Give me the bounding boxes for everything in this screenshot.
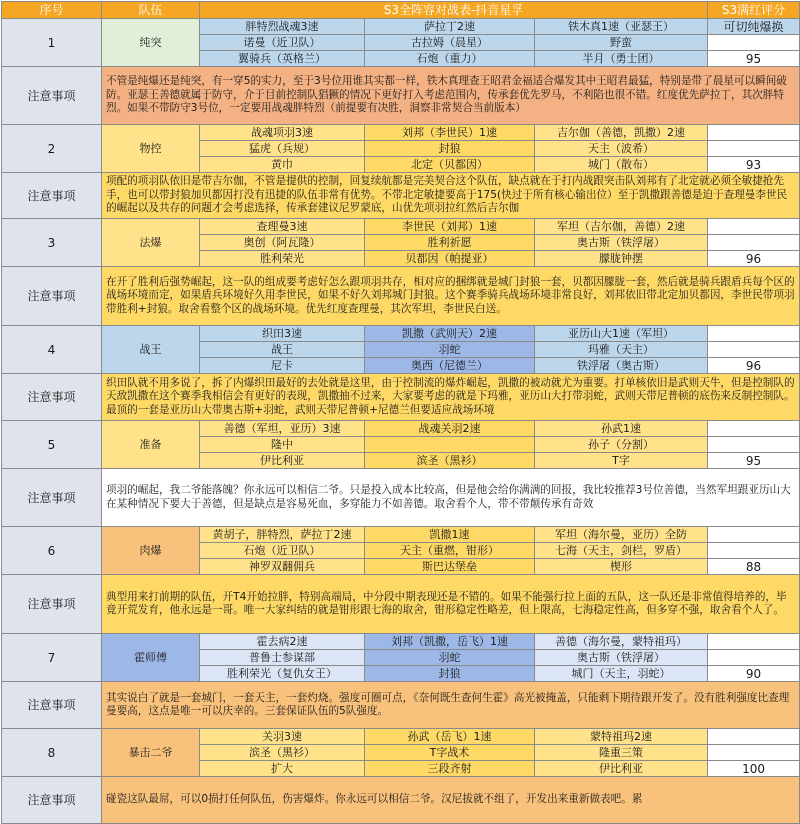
lineup-cell: 贝都因（帕提亚） bbox=[365, 251, 535, 267]
note-text: 其实说白了就是一套城门，一套天主，一套灼烧。强度可圈可点，《奈何既生查何生霍》高光被掩盖，只能剩下期待跟开发了。没有胜利强度比查理曼要高，这点是唯一可以庆幸的。三套保证队伍的5队强度。 bbox=[102, 682, 800, 729]
team-name: 肉爆 bbox=[102, 527, 200, 575]
note-label: 注意事项 bbox=[2, 173, 102, 219]
lineup-cell: 羽蛇 bbox=[365, 342, 535, 358]
lineup-cell: 铁浮屠（奥古斯） bbox=[535, 358, 708, 374]
note-text: 织田队就不用多说了，拆了内爆织田最好的去处就是这里，由于控制流的爆炸崛起，凯撒的被动就尤为重要。打单核依旧是武则天牛，但是控制队的天敌凯撒在这个赛季我相信会有更好的表现，凯撒抽不过来，大家要考虑的就是下玛雅，亚历山大打带羽蛇，武则天带尼普顿的底伤来反制控制队。最顶的一套是亚历山大带奥古斯+羽蛇，武则天带尼普顿+尼德兰但要适应战场环境 bbox=[102, 374, 800, 421]
lineup-cell: 扩大 bbox=[200, 761, 365, 777]
lineup-cell: 天主（波希） bbox=[535, 141, 708, 157]
lineup-cell: 胜利荣光 bbox=[200, 251, 365, 267]
team-name: 战王 bbox=[102, 326, 200, 374]
lineup-cell: 胜利荣光（复仇女王） bbox=[200, 666, 365, 682]
lineup-cell: 野蛮 bbox=[535, 35, 708, 51]
lineup-cell: 奥西（尼德兰） bbox=[365, 358, 535, 374]
score-cell: 93 bbox=[708, 157, 800, 173]
lineup-cell: 军坦（吉尔伽，善德）2速 bbox=[535, 219, 708, 235]
note-label: 注意事项 bbox=[2, 267, 102, 326]
lineup-cell: 天主（重燃，钳形） bbox=[365, 543, 535, 559]
lineup-table bbox=[1, 1, 800, 824]
lineup-cell: 孙子（分割） bbox=[535, 437, 708, 453]
score-cell: 96 bbox=[708, 358, 800, 374]
note-label: 注意事项 bbox=[2, 777, 102, 824]
lineup-cell: 城门（天主，羽蛇） bbox=[535, 666, 708, 682]
note-row bbox=[2, 173, 800, 219]
lineup-cell: 楔形 bbox=[535, 559, 708, 575]
team-name: 霍师傅 bbox=[102, 634, 200, 682]
score-cell bbox=[708, 437, 800, 453]
lineup-cell: 刘邦（凯撒，岳飞）1速 bbox=[365, 634, 535, 650]
lineup-cell: 猛虎（兵规） bbox=[200, 141, 365, 157]
note-text: 项羽的崛起，我二爷能落魄？你永远可以相信二爷。只是投入成本比较高，但是他会给你满满的回报，我比较推荐3号位善德，当然军坦跟亚历山大在某种情况下要大于善德，但是缺点是容易死血，多穿能力不如善德。取舍看个人，带不带颠传承有奇效 bbox=[102, 469, 800, 527]
lineup-cell: 玛雅（天主） bbox=[535, 342, 708, 358]
team-row bbox=[2, 219, 800, 235]
lineup-cell: 孙武（岳飞）1速 bbox=[365, 729, 535, 745]
team-name: 准备 bbox=[102, 421, 200, 469]
lineup-cell: 封狼 bbox=[365, 141, 535, 157]
lineup-cell: 凯撒（武则天）2速 bbox=[365, 326, 535, 342]
lineup-cell: 奥创（阿瓦隆） bbox=[200, 235, 365, 251]
lineup-cell: 战魂关羽2速 bbox=[365, 421, 535, 437]
lineup-cell: 奥古斯（铁浮屠） bbox=[535, 235, 708, 251]
note-row bbox=[2, 777, 800, 824]
score-cell bbox=[708, 634, 800, 650]
lineup-cell: 善德（海尔曼，蒙特祖玛） bbox=[535, 634, 708, 650]
lineup-cell: 七海（天主，剑栏，罗盾） bbox=[535, 543, 708, 559]
score-cell: 95 bbox=[708, 453, 800, 469]
score-cell bbox=[708, 342, 800, 358]
note-label: 注意事项 bbox=[2, 374, 102, 421]
lineup-cell: 霍去病2速 bbox=[200, 634, 365, 650]
lineup-cell: 城门（散布） bbox=[535, 157, 708, 173]
score-cell: 96 bbox=[708, 251, 800, 267]
team-row bbox=[2, 125, 800, 141]
lineup-cell: 凯撒1速 bbox=[365, 527, 535, 543]
team-row bbox=[2, 326, 800, 342]
team-name: 暴击二爷 bbox=[102, 729, 200, 777]
note-label: 注意事项 bbox=[2, 575, 102, 634]
team-index: 4 bbox=[2, 326, 102, 374]
score-cell: 95 bbox=[708, 51, 800, 67]
lineup-cell: 滨圣（黑衫） bbox=[365, 453, 535, 469]
team-index: 2 bbox=[2, 125, 102, 173]
lineup-cell: 翼骑兵（英格兰） bbox=[200, 51, 365, 67]
lineup-cell: 吉尔伽（善德，凯撒）2速 bbox=[535, 125, 708, 141]
team-index: 3 bbox=[2, 219, 102, 267]
team-index: 1 bbox=[2, 19, 102, 67]
team-index: 8 bbox=[2, 729, 102, 777]
header-title: S3全阵容对战表-抖音星孚 bbox=[200, 2, 708, 19]
note-row bbox=[2, 67, 800, 125]
lineup-cell: 黄巾 bbox=[200, 157, 365, 173]
note-label: 注意事项 bbox=[2, 469, 102, 527]
header-index: 序号 bbox=[2, 2, 102, 19]
lineup-cell: 亚历山大1速（军坦） bbox=[535, 326, 708, 342]
header-team: 队伍 bbox=[102, 2, 200, 19]
score-cell bbox=[708, 219, 800, 235]
lineup-cell: 羽蛇 bbox=[365, 650, 535, 666]
lineup-cell: 诺曼（近卫队） bbox=[200, 35, 365, 51]
score-cell bbox=[708, 745, 800, 761]
header-score: S3满红评分 bbox=[708, 2, 800, 19]
lineup-cell: 战魂项羽3速 bbox=[200, 125, 365, 141]
lineup-cell: 普鲁士参谋部 bbox=[200, 650, 365, 666]
lineup-cell: 萨拉丁2速 bbox=[365, 19, 535, 35]
team-row bbox=[2, 634, 800, 650]
lineup-cell: 三段齐射 bbox=[365, 761, 535, 777]
score-cell: 90 bbox=[708, 666, 800, 682]
lineup-cell: 织田3速 bbox=[200, 326, 365, 342]
score-cell: 可切纯爆换 bbox=[708, 19, 800, 35]
score-cell bbox=[708, 35, 800, 51]
lineup-cell: 奥古斯（铁浮屠） bbox=[535, 650, 708, 666]
lineup-cell: 隆重三策 bbox=[535, 745, 708, 761]
lineup-cell: 军坦（海尔曼，亚历）全防 bbox=[535, 527, 708, 543]
team-row bbox=[2, 527, 800, 543]
lineup-cell: 伊比利亚 bbox=[200, 453, 365, 469]
lineup-cell: 黄胡子，胖特烈，萨拉丁2速 bbox=[200, 527, 365, 543]
lineup-cell: 石炮（重力） bbox=[365, 51, 535, 67]
note-row bbox=[2, 267, 800, 326]
team-index: 5 bbox=[2, 421, 102, 469]
score-cell bbox=[708, 141, 800, 157]
note-text: 在开了胜利后强势崛起，这一队的组成要考虑好怎么跟项羽共存，相对应的捆绑就是城门封狼一套，贝都因朦胧一套，然后就是骑兵跟盾兵每个区的战场环境而定，如果盾兵环境好久用李世民，如果不好久刘邦城门封狼。这个赛季骑兵战场环境非常良好，刘邦依旧带北定加贝都因，李世民带项羽带胜利+封狼。取舍看整个区的战场环境。优先红度查理曼，其次军坦，李世民白送。 bbox=[102, 267, 800, 326]
lineup-cell: 封狼 bbox=[365, 666, 535, 682]
lineup-cell: 关羽3速 bbox=[200, 729, 365, 745]
lineup-cell: 斯巴达堡垒 bbox=[365, 559, 535, 575]
lineup-cell: 胖特烈战魂3速 bbox=[200, 19, 365, 35]
lineup-cell: 尼卡 bbox=[200, 358, 365, 374]
score-cell bbox=[708, 650, 800, 666]
lineup-cell: 蒙特祖玛2速 bbox=[535, 729, 708, 745]
lineup-cell: 滨圣（黑衫） bbox=[200, 745, 365, 761]
lineup-cell: 查理曼3速 bbox=[200, 219, 365, 235]
lineup-cell: T字 bbox=[535, 453, 708, 469]
note-label: 注意事项 bbox=[2, 67, 102, 125]
score-cell bbox=[708, 543, 800, 559]
lineup-cell: 朦胧钟摆 bbox=[535, 251, 708, 267]
lineup-cell: 古拉姆（晨星） bbox=[365, 35, 535, 51]
lineup-cell: 胜利祈愿 bbox=[365, 235, 535, 251]
lineup-cell: 神罗双翻佣兵 bbox=[200, 559, 365, 575]
team-row bbox=[2, 19, 800, 35]
lineup-cell: T字战术 bbox=[365, 745, 535, 761]
score-cell bbox=[708, 326, 800, 342]
note-row bbox=[2, 575, 800, 634]
lineup-cell: 隆中 bbox=[200, 437, 365, 453]
score-cell: 88 bbox=[708, 559, 800, 575]
lineup-cell: 孙武1速 bbox=[535, 421, 708, 437]
team-row bbox=[2, 421, 800, 437]
lineup-cell: 刘邦（李世民）1速 bbox=[365, 125, 535, 141]
note-label: 注意事项 bbox=[2, 682, 102, 729]
lineup-cell: 石炮（近卫队） bbox=[200, 543, 365, 559]
lineup-cell: 李世民（刘邦）1速 bbox=[365, 219, 535, 235]
header-row bbox=[2, 2, 800, 19]
team-index: 6 bbox=[2, 527, 102, 575]
score-cell bbox=[708, 421, 800, 437]
note-row bbox=[2, 374, 800, 421]
score-cell bbox=[708, 235, 800, 251]
lineup-cell: 北定（贝都因） bbox=[365, 157, 535, 173]
team-name: 纯突 bbox=[102, 19, 200, 67]
score-cell bbox=[708, 729, 800, 745]
note-text: 不管是纯爆还是纯突，有一穿5的实力，至于3号位用谁其实都一样，铁木真理查王昭君金福适合爆发其中王昭君最猛，特别是带了晨星可以瞬间破防。亚瑟王善德就属于防守，介于目前控制队猖獗的情况下更好打入考虑范围内，传承套优先罗马，不利陷也很不错。红度优先萨拉丁，其次胖特烈。如果不带防守3号位，一定要用战魂胖特烈（前提要有决胜，洞察非常契合当前版本） bbox=[102, 67, 800, 125]
note-text: 典型用来打前期的队伍，开T4开始拉胖，特别高端局，中分段中期表现还是不错的。如果不能强行拉上面的五队，这一队还是非常值得培养的，毕竟开荒发育，他永远是一哥。唯一大家纠结的就是钳形跟七海的取舍，钳形稳定性略差，但上限高，七海稳定性高，但多穿不强，取舍看个人了。 bbox=[102, 575, 800, 634]
note-row bbox=[2, 469, 800, 527]
lineup-cell: 战王 bbox=[200, 342, 365, 358]
team-name: 物控 bbox=[102, 125, 200, 173]
team-name: 法爆 bbox=[102, 219, 200, 267]
lineup-cell bbox=[365, 437, 535, 453]
team-row bbox=[2, 729, 800, 745]
lineup-cell: 半月（勇士团） bbox=[535, 51, 708, 67]
note-row bbox=[2, 682, 800, 729]
team-index: 7 bbox=[2, 634, 102, 682]
score-cell: 100 bbox=[708, 761, 800, 777]
lineup-cell: 伊比利亚 bbox=[535, 761, 708, 777]
note-text: 碰瓷这队最屌，可以0损打任何队伍，伤害爆炸。你永远可以相信二爷。汉尼拔就不组了，开发出来重新做表吧。累 bbox=[102, 777, 800, 824]
score-cell bbox=[708, 125, 800, 141]
note-text: 项配的项羽队依旧是带吉尔伽，不管是提供的控制，回复续航都是完美契合这个队伍，缺点就在于打内战跟突击队刘邦有了北定就必须全敏捷抢先手，也可以带封狼加贝都因打没有迅捷的队伍非常有优势。不带北定敏捷要高于175(快过于所有核心输出位）至于凯撒跟善德是迫于查理曼李世民的崛起以及共存的问题才会考虑选择，传承套建议尼罗蒙底，山优先项羽拉红然后吉尔伽 bbox=[102, 173, 800, 219]
lineup-cell: 铁木真1速（亚瑟王） bbox=[535, 19, 708, 35]
score-cell bbox=[708, 527, 800, 543]
lineup-cell: 善德（军坦，亚历）3速 bbox=[200, 421, 365, 437]
